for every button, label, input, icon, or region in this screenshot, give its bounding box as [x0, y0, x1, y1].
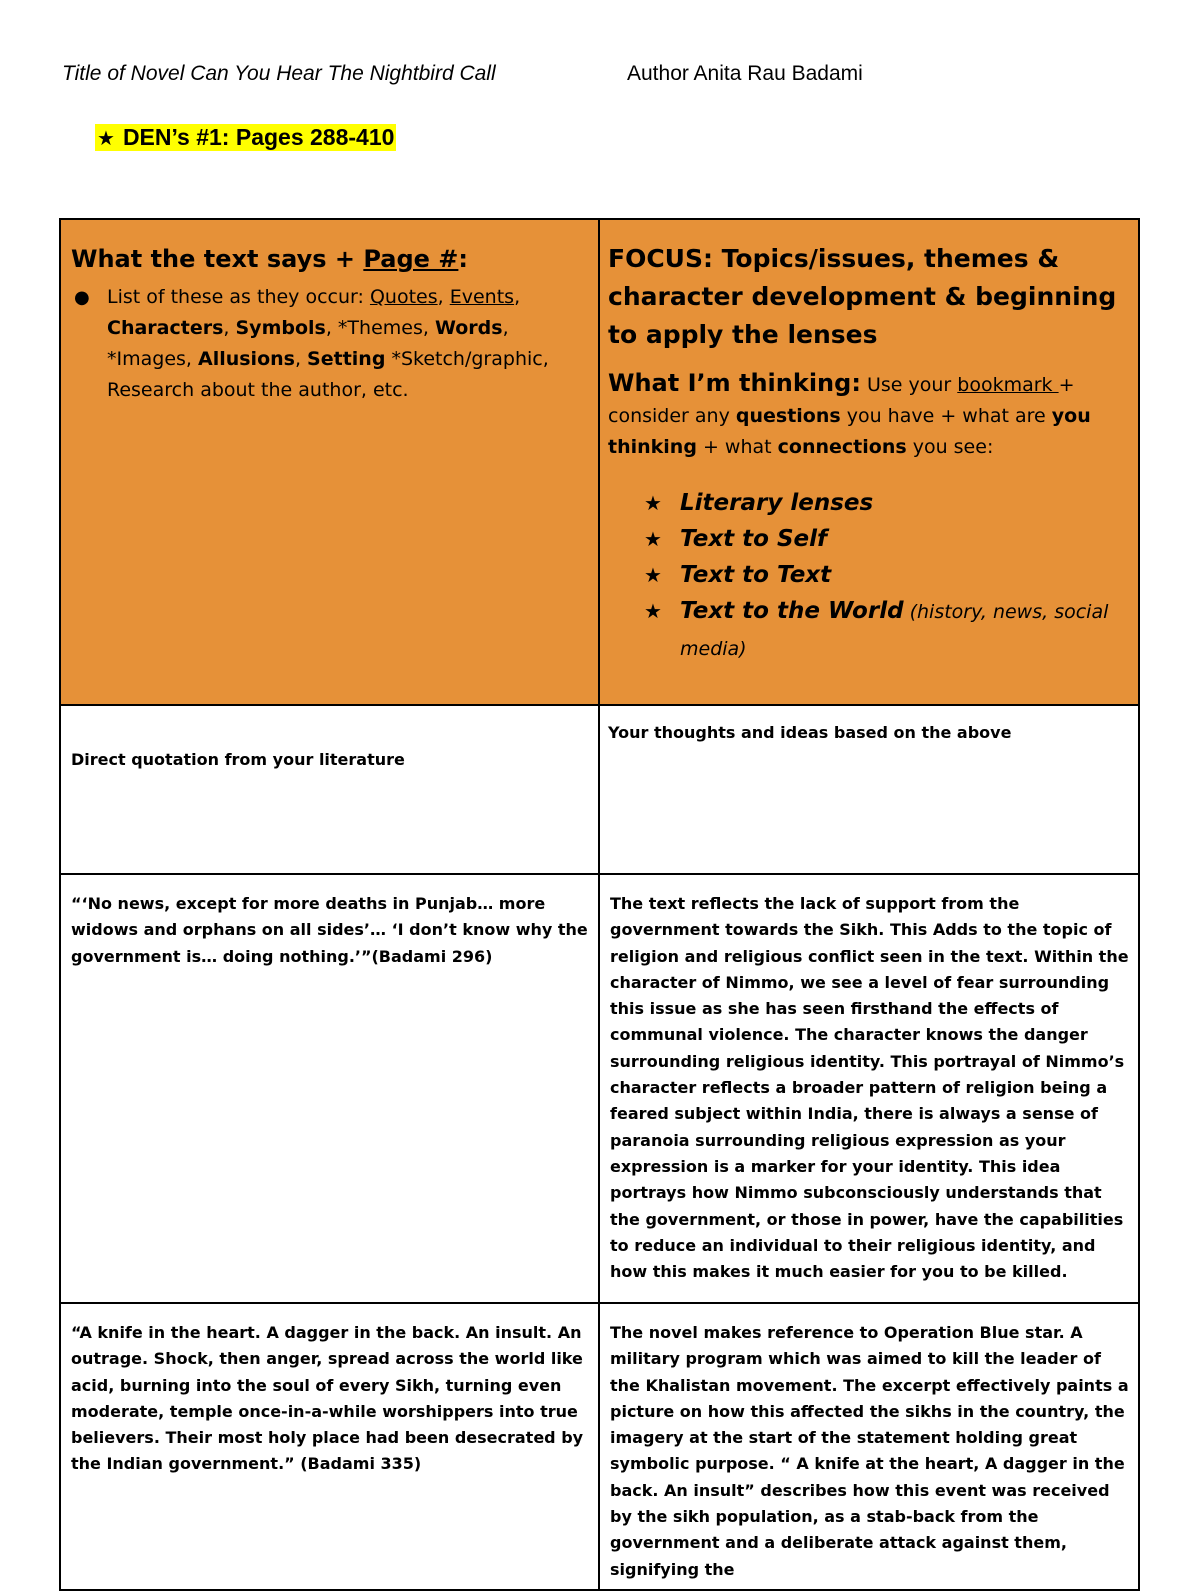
thoughts-column-label: Your thoughts and ideas based on the above — [599, 705, 1139, 874]
star-icon: ★ — [644, 527, 662, 551]
novel-title-line: Title of Novel Can You Hear The Nightbird Call — [62, 62, 496, 85]
author-line: Author Anita Rau Badami — [627, 62, 863, 85]
left-header-title — [71, 240, 588, 278]
left-header-list-item: ● List of these as they occur: Quotes, Events, Characters, Symbols, *Themes, Words, *Images, Allusions, Setting *Sketch/graphic, Research about the author, etc. — [71, 282, 588, 406]
thinking-label: What I’m thinking: — [608, 369, 861, 397]
lens-label: Text to Self — [680, 526, 828, 552]
den-heading-text: DEN’s #1: Pages 288-410 — [122, 124, 395, 150]
quote-cell: “‘No news, except for more deaths in Punjab… more widows and orphans on all sides’… ‘I don’t know why the government is… doing nothing.’”(Badami 296) — [60, 874, 599, 1303]
lens-label: Literary lenses — [680, 490, 874, 516]
column-label-row — [60, 705, 1139, 874]
left-title-colon: : — [458, 245, 468, 273]
left-title-page: Page # — [363, 245, 459, 273]
lens-label: Text to the World — [680, 598, 904, 624]
lenses-list — [608, 485, 1128, 667]
focus-heading: FOCUS: Topics/issues, themes & character development & beginning to apply the lenses — [608, 244, 1117, 349]
star-icon: ★ — [644, 599, 662, 623]
den-heading — [95, 124, 396, 151]
table-row — [60, 1303, 1139, 1590]
thinking-paragraph: What I’m thinking: Use your bookmark + consider any questions you have + what are you thinking + what connections you see: — [608, 369, 1091, 458]
left-title-part: What the text says + — [71, 245, 364, 273]
star-icon: ★ — [97, 126, 115, 150]
response-cell: The novel makes reference to Operation Blue star. A military program which was aimed to kill the leader of the Khalistan movement. The excerpt effectively paints a picture on how this affected the sikhs in the country, the imagery at the start of the statement holding great symbolic purpose. “ A knife at the heart, A dagger in the back. An insult” describes how this event was received by the sikh population, as a stab-back from the government and a deliberate attack against them, signifying the — [599, 1303, 1139, 1590]
den-table — [59, 218, 1140, 1591]
star-icon: ★ — [644, 491, 662, 515]
table-row — [60, 874, 1139, 1303]
right-header-cell — [599, 219, 1139, 705]
table-header-row — [60, 219, 1139, 705]
lens-item — [644, 557, 1128, 593]
lens-label: Text to Text — [680, 562, 832, 588]
left-header-cell — [60, 219, 599, 705]
quote-cell: “A knife in the heart. A dagger in the back. An insult. An outrage. Shock, then anger, spread across the world like acid, burning into the soul of every Sikh, turning even moderate, temple once-in-a-while worshippers into true believers. Their most holy place had been desecrated by the Indian government.” (Badami 335) — [60, 1303, 599, 1590]
lens-item — [644, 521, 1128, 557]
lens-item — [644, 485, 1128, 521]
quote-column-label: Direct quotation from your literature — [60, 705, 599, 874]
lens-note: (history, news, social media) — [680, 601, 1109, 660]
star-icon: ★ — [644, 563, 662, 587]
response-cell: The text reflects the lack of support from the government towards the Sikh. This Adds to the topic of religion and religious conflict seen in the text. Within the character of Nimmo, we see a level of fear surrounding this issue as she has seen firsthand the effects of communal violence. The character knows the danger surrounding religious identity. This portrayal of Nimmo’s character reflects a broader pattern of religion being a feared subject within India, there is always a sense of paranoia surrounding religious expression as your expression is a marker for your identity. This idea portrays how Nimmo subconsciously understands that the government, or those in power, have the capabilities to reduce an individual to their religious identity, and how this makes it much easier for you to be killed. — [599, 874, 1139, 1303]
lens-item — [644, 593, 1128, 667]
bullet-icon: ● — [74, 287, 90, 308]
